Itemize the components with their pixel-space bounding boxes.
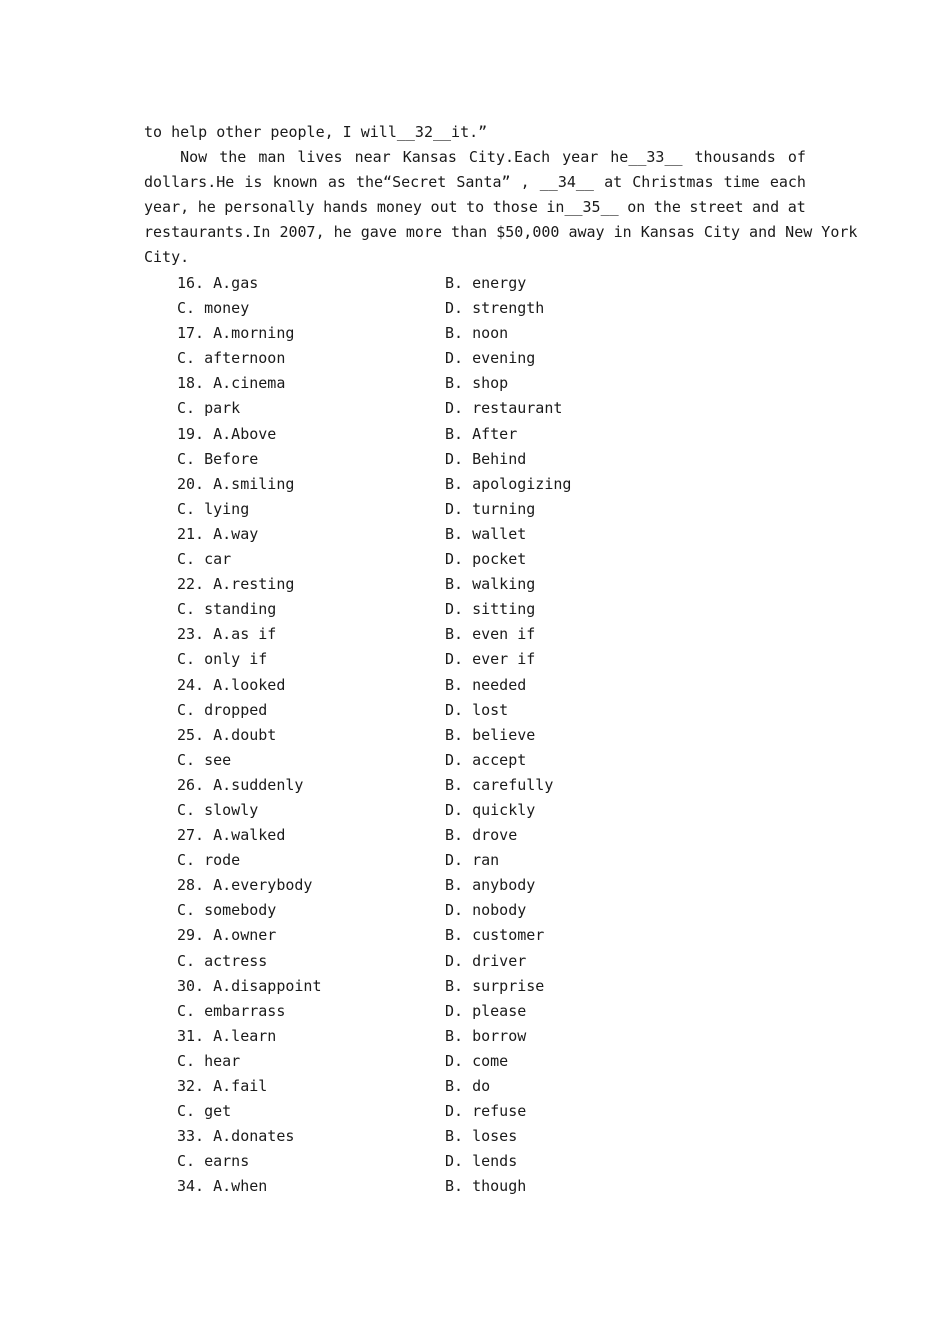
option-right: B. loses bbox=[445, 1127, 518, 1146]
option-left: C. park bbox=[177, 399, 241, 418]
passage-word: lives bbox=[297, 148, 343, 167]
option-left: 28. A.everybody bbox=[177, 876, 313, 895]
passage-line bbox=[144, 195, 806, 220]
option-row bbox=[177, 823, 677, 848]
option-right: D. sitting bbox=[445, 600, 536, 619]
passage-word: is bbox=[244, 173, 263, 192]
option-row bbox=[177, 497, 677, 522]
option-row bbox=[177, 748, 677, 773]
option-row bbox=[177, 572, 677, 597]
option-right: B. though bbox=[445, 1177, 527, 1196]
option-left: 27. A.walked bbox=[177, 826, 286, 845]
option-right: B. customer bbox=[445, 926, 545, 945]
passage-word: money bbox=[376, 198, 422, 217]
passage-word: year, bbox=[144, 198, 190, 217]
passage-word: time bbox=[723, 173, 760, 192]
passage-word: to bbox=[466, 198, 485, 217]
option-right: D. lost bbox=[445, 700, 509, 719]
option-row bbox=[177, 472, 677, 497]
option-row bbox=[177, 422, 677, 447]
option-right: D. ever if bbox=[445, 650, 536, 669]
option-left: 25. A.doubt bbox=[177, 725, 277, 744]
passage-word: the bbox=[219, 148, 247, 167]
option-row bbox=[177, 321, 677, 346]
passage-word: in__35__ bbox=[546, 198, 619, 217]
passage-word: of bbox=[787, 148, 806, 167]
option-right: B. apologizing bbox=[445, 474, 572, 493]
passage-word: dollars.He bbox=[144, 173, 235, 192]
option-row bbox=[177, 1049, 677, 1074]
option-row bbox=[177, 597, 677, 622]
answer-options bbox=[177, 271, 677, 1199]
option-left: C. earns bbox=[177, 1152, 250, 1171]
passage-word: those bbox=[492, 198, 538, 217]
option-left: 19. A.Above bbox=[177, 424, 277, 443]
passage-line bbox=[144, 145, 806, 170]
option-left: C. only if bbox=[177, 650, 268, 669]
option-left: 31. A.learn bbox=[177, 1026, 277, 1045]
option-left: C. Before bbox=[177, 449, 259, 468]
passage-line: restaurants.In 2007, he gave more than $50,000 away in Kansas City and New York bbox=[144, 223, 858, 242]
option-right: B. believe bbox=[445, 725, 536, 744]
option-right: D. lends bbox=[445, 1152, 518, 1171]
option-right: D. driver bbox=[445, 951, 527, 970]
option-right: D. quickly bbox=[445, 800, 536, 819]
option-left: 22. A.resting bbox=[177, 575, 295, 594]
option-left: C. hear bbox=[177, 1051, 241, 1070]
option-right: D. Behind bbox=[445, 449, 527, 468]
option-right: B. needed bbox=[445, 675, 527, 694]
passage-word: he__33__ bbox=[610, 148, 683, 167]
option-right: B. drove bbox=[445, 826, 518, 845]
option-right: D. strength bbox=[445, 299, 545, 318]
passage-word: __34__ bbox=[539, 173, 594, 192]
option-right: D. come bbox=[445, 1051, 509, 1070]
option-right: B. anybody bbox=[445, 876, 536, 895]
option-row bbox=[177, 923, 677, 948]
option-row bbox=[177, 647, 677, 672]
passage-word: he bbox=[197, 198, 216, 217]
option-row bbox=[177, 447, 677, 472]
option-row bbox=[177, 522, 677, 547]
passage bbox=[144, 120, 858, 271]
option-left: 20. A.smiling bbox=[177, 474, 295, 493]
option-left: 30. A.disappoint bbox=[177, 976, 322, 995]
passage-word: near bbox=[354, 148, 391, 167]
option-row bbox=[177, 698, 677, 723]
option-left: 26. A.suddenly bbox=[177, 775, 304, 794]
passage-word: as bbox=[327, 173, 346, 192]
option-row bbox=[177, 773, 677, 798]
option-row bbox=[177, 848, 677, 873]
option-left: C. actress bbox=[177, 951, 268, 970]
option-left: C. rode bbox=[177, 851, 241, 870]
option-left: C. money bbox=[177, 299, 250, 318]
option-left: 21. A.way bbox=[177, 524, 259, 543]
passage-word: known bbox=[272, 173, 318, 192]
passage-line bbox=[144, 170, 806, 195]
option-row bbox=[177, 346, 677, 371]
option-right: D. accept bbox=[445, 750, 527, 769]
option-row bbox=[177, 1074, 677, 1099]
passage-word: and bbox=[752, 198, 780, 217]
passage-word: the“Secret bbox=[355, 173, 447, 192]
option-row bbox=[177, 1149, 677, 1174]
option-row bbox=[177, 396, 677, 421]
option-left: C. somebody bbox=[177, 901, 277, 920]
passage-word: at bbox=[787, 198, 806, 217]
option-left: 23. A.as if bbox=[177, 625, 277, 644]
option-right: D. evening bbox=[445, 349, 536, 368]
passage-word: personally bbox=[224, 198, 315, 217]
option-left: 29. A.owner bbox=[177, 926, 277, 945]
option-row bbox=[177, 798, 677, 823]
passage-word: each bbox=[769, 173, 806, 192]
option-right: D. restaurant bbox=[445, 399, 563, 418]
passage-word: hands bbox=[323, 198, 369, 217]
option-row bbox=[177, 622, 677, 647]
option-right: B. noon bbox=[445, 324, 509, 343]
option-row bbox=[177, 873, 677, 898]
option-left: 17. A.morning bbox=[177, 324, 295, 343]
option-right: D. pocket bbox=[445, 550, 527, 569]
option-left: 24. A.looked bbox=[177, 675, 286, 694]
option-row bbox=[177, 371, 677, 396]
option-right: D. nobody bbox=[445, 901, 527, 920]
option-right: D. turning bbox=[445, 499, 536, 518]
passage-word: year bbox=[562, 148, 599, 167]
option-left: C. embarrass bbox=[177, 1001, 286, 1020]
option-left: C. get bbox=[177, 1102, 232, 1121]
option-row bbox=[177, 271, 677, 296]
passage-line: to help other people, I will__32__it.” bbox=[144, 123, 488, 141]
passage-word: at bbox=[604, 173, 623, 192]
passage-word: Christmas bbox=[632, 173, 714, 192]
option-left: 32. A.fail bbox=[177, 1077, 268, 1095]
option-row bbox=[177, 547, 677, 572]
option-left: C. lying bbox=[177, 499, 250, 518]
passage-word: , bbox=[520, 173, 530, 192]
option-left: C. slowly bbox=[177, 800, 259, 819]
option-right: B. carefully bbox=[445, 775, 554, 794]
option-left: 18. A.cinema bbox=[177, 374, 286, 393]
option-left: C. car bbox=[177, 550, 232, 569]
passage-word: City.Each bbox=[468, 148, 551, 167]
option-right: D. ran bbox=[445, 851, 500, 870]
passage-word: Kansas bbox=[402, 148, 457, 167]
option-row bbox=[177, 974, 677, 999]
option-right: B. wallet bbox=[445, 524, 527, 543]
option-left: 16. A.gas bbox=[177, 274, 259, 292]
option-row bbox=[177, 296, 677, 321]
option-right: D. refuse bbox=[445, 1102, 527, 1121]
option-right: B. borrow bbox=[445, 1026, 527, 1045]
option-right: D. please bbox=[445, 1001, 527, 1020]
option-left: C. see bbox=[177, 750, 232, 769]
option-right: B. surprise bbox=[445, 976, 545, 995]
passage-word: the bbox=[653, 198, 681, 217]
option-left: C. dropped bbox=[177, 700, 268, 719]
option-row bbox=[177, 723, 677, 748]
passage-line: City. bbox=[144, 248, 190, 267]
passage-word: thousands bbox=[694, 148, 776, 167]
passage-word: man bbox=[258, 148, 286, 167]
option-row bbox=[177, 1174, 677, 1199]
option-right: B. shop bbox=[445, 374, 509, 393]
option-left: C. afternoon bbox=[177, 349, 286, 368]
option-row bbox=[177, 1099, 677, 1124]
option-right: B. walking bbox=[445, 575, 536, 594]
passage-word: out bbox=[430, 198, 458, 217]
passage-word: on bbox=[627, 198, 646, 217]
option-right: B. energy bbox=[445, 274, 527, 292]
passage-word: Now bbox=[144, 148, 208, 167]
option-left: 34. A.when bbox=[177, 1177, 268, 1196]
passage-word: Santa” bbox=[456, 173, 511, 192]
option-left: 33. A.donates bbox=[177, 1127, 295, 1146]
option-right: B. even if bbox=[445, 625, 536, 644]
option-row bbox=[177, 1124, 677, 1149]
option-row bbox=[177, 898, 677, 923]
option-row bbox=[177, 673, 677, 698]
option-left: C. standing bbox=[177, 600, 277, 619]
option-right: B. After bbox=[445, 424, 518, 443]
option-row bbox=[177, 999, 677, 1024]
option-row bbox=[177, 1024, 677, 1049]
option-row bbox=[177, 949, 677, 974]
option-right: B. do bbox=[445, 1077, 491, 1095]
passage-word: street bbox=[689, 198, 744, 217]
